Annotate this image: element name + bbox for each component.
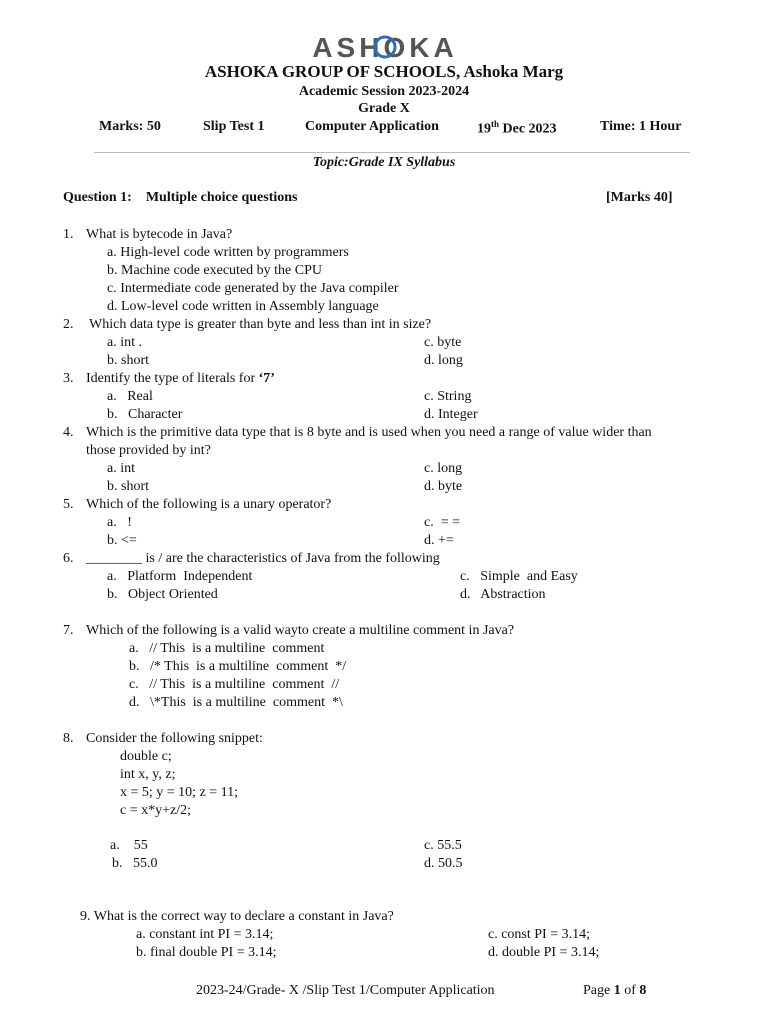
q4-option-b: b. short — [107, 479, 149, 494]
header-divider — [94, 152, 690, 153]
q9-text: 9. What is the correct way to declare a constant in Java? — [80, 909, 394, 924]
q4-text-cont: those provided by int? — [86, 443, 211, 458]
q4-option-d: d. byte — [424, 479, 463, 494]
test-name: Slip Test 1 — [203, 119, 265, 134]
q1-text: What is bytecode in Java? — [86, 227, 233, 242]
q8-option-b: b. 55.0 — [112, 856, 158, 871]
q6-option-b: b. Object Oriented — [107, 587, 218, 602]
q7-option-d: d. \*This is a multiline comment *\ — [129, 695, 343, 710]
q1-option-d: d. Low-level code written in Assembly language — [107, 299, 379, 314]
subject: Computer Application — [305, 119, 439, 134]
topic: Topic:Grade IX Syllabus — [312, 155, 456, 170]
test-date: 19th Dec 2023 — [477, 119, 557, 137]
grade: Grade X — [358, 101, 410, 116]
q2-option-a: a. int . — [107, 335, 142, 350]
q8-option-a: a. 55 — [110, 838, 148, 853]
q6-number: 6. — [63, 551, 74, 566]
q4-option-a: a. int — [107, 461, 135, 476]
q8-number: 8. — [63, 731, 74, 746]
q1-option-a: a. High-level code written by programmers — [107, 245, 349, 260]
q3-option-a: a. Real — [107, 389, 153, 404]
q4-option-c: c. long — [424, 461, 463, 476]
q5-option-b: b. <= — [107, 533, 137, 548]
logo-text: ASHOKA — [312, 32, 458, 62]
section-title: Question 1: Multiple choice questions — [63, 190, 298, 205]
q5-option-a: a. ! — [107, 515, 132, 530]
q9-option-a: a. constant int PI = 3.14; — [136, 927, 274, 942]
q6-text: ________ is / are the characteristics of Java from the following — [86, 551, 440, 566]
time-allowed: Time: 1 Hour — [600, 119, 682, 134]
q1-option-c: c. Intermediate code generated by the Java compiler — [107, 281, 399, 296]
q2-number: 2. — [63, 317, 74, 332]
q4-number: 4. — [63, 425, 74, 440]
q7-option-a: a. // This is a multiline comment — [129, 641, 325, 656]
q3-number: 3. — [63, 371, 74, 386]
marks-total: Marks: 50 — [99, 119, 161, 134]
q6-option-c: c. Simple and Easy — [460, 569, 578, 584]
q6-option-d: d. Abstraction — [460, 587, 546, 602]
ashoka-logo — [300, 32, 470, 62]
q5-number: 5. — [63, 497, 74, 512]
section-marks: [Marks 40] — [606, 190, 673, 205]
q7-text: Which of the following is a valid wayto create a multiline comment in Java? — [86, 623, 515, 638]
q9-option-b: b. final double PI = 3.14; — [136, 945, 277, 960]
q8-code-line: c = x*y+z/2; — [120, 803, 191, 818]
school-name: ASHOKA GROUP OF SCHOOLS, Ashoka Marg — [204, 62, 564, 81]
q3-option-d: d. Integer — [424, 407, 478, 422]
q5-option-c: c. = = — [424, 515, 461, 530]
q3-text: Identify the type of literals for ‘7’ — [86, 371, 275, 386]
q8-code-line: int x, y, z; — [120, 767, 176, 782]
q3-option-c: c. String — [424, 389, 472, 404]
q2-option-d: d. long — [424, 353, 463, 368]
q3-option-b: b. Character — [107, 407, 183, 422]
q7-option-c: c. // This is a multiline comment // — [129, 677, 340, 692]
q7-number: 7. — [63, 623, 74, 638]
academic-session: Academic Session 2023-2024 — [298, 84, 470, 99]
footer-text: 2023-24/Grade- X /Slip Test 1/Computer Application — [196, 983, 495, 998]
q8-text: Consider the following snippet: — [86, 731, 263, 746]
page-number: Page 1 of 8 — [583, 983, 647, 998]
q2-option-b: b. short — [107, 353, 149, 368]
q9-option-c: c. const PI = 3.14; — [488, 927, 590, 942]
q5-text: Which of the following is a unary operator? — [86, 497, 332, 512]
q6-option-a: a. Platform Independent — [107, 569, 253, 584]
q1-number: 1. — [63, 227, 74, 242]
q8-option-d: d. 50.5 — [424, 856, 463, 871]
q8-option-c: c. 55.5 — [424, 838, 462, 853]
q8-code-line: x = 5; y = 10; z = 11; — [120, 785, 239, 800]
q2-text: Which data type is greater than byte and less than int in size? — [89, 317, 432, 332]
q8-code-line: double c; — [120, 749, 172, 764]
q5-option-d: d. += — [424, 533, 454, 548]
q2-option-c: c. byte — [424, 335, 462, 350]
q1-option-b: b. Machine code executed by the CPU — [107, 263, 322, 278]
q7-option-b: b. /* This is a multiline comment */ — [129, 659, 347, 674]
q9-option-d: d. double PI = 3.14; — [488, 945, 600, 960]
q4-text: Which is the primitive data type that is 8 byte and is used when you need a range of value wider than — [86, 425, 652, 440]
